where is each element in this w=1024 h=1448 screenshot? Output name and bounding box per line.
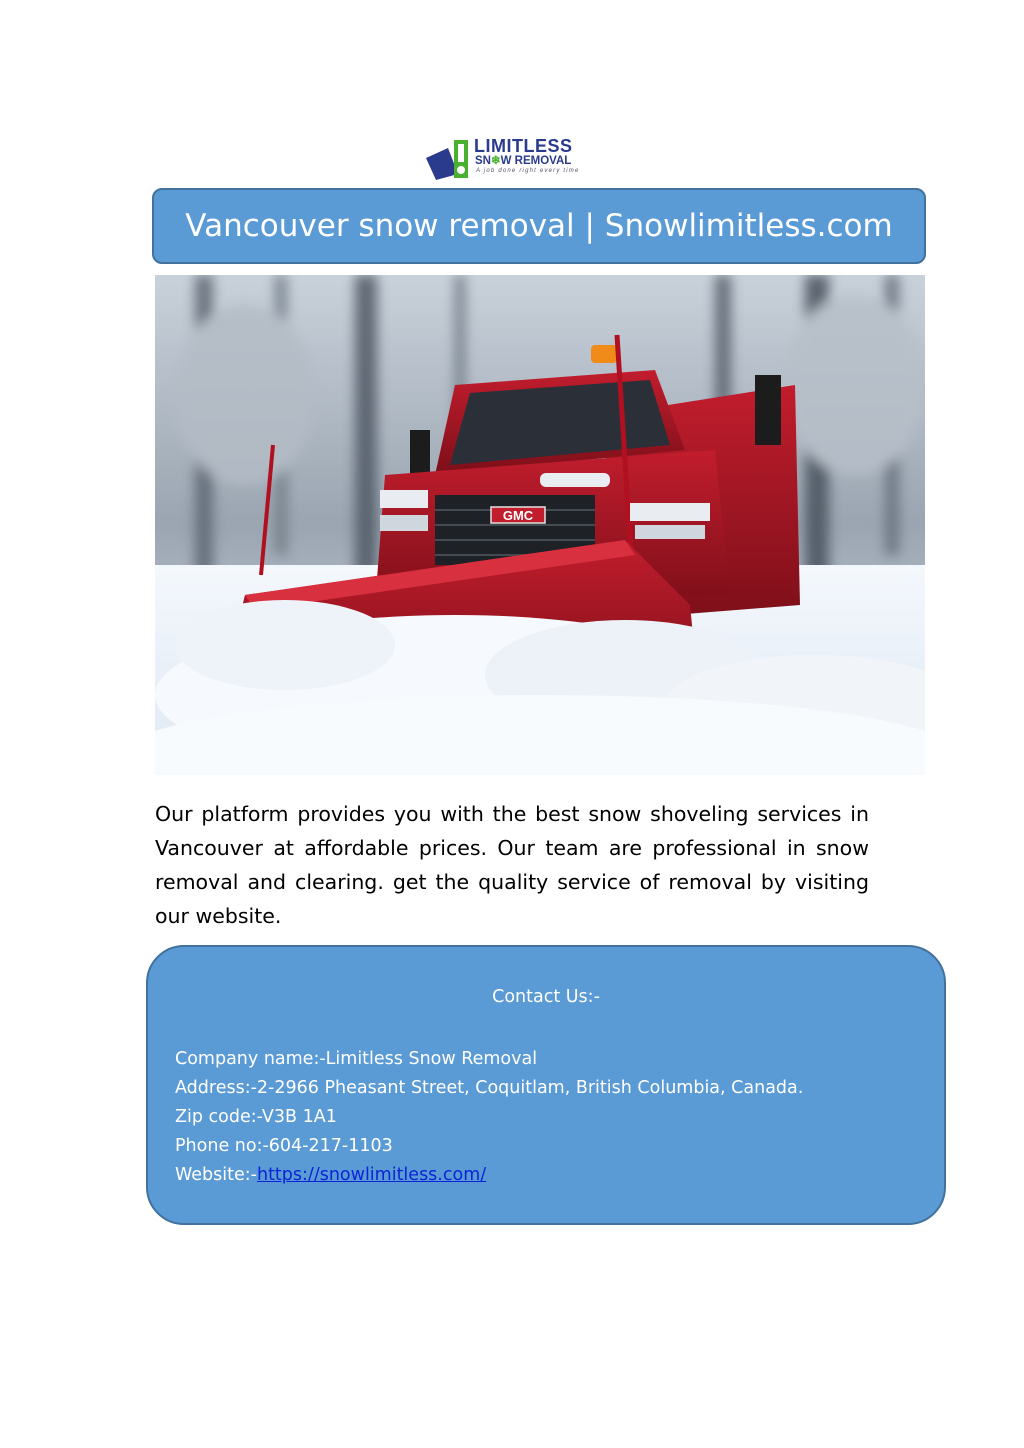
- contact-panel: [146, 945, 946, 1225]
- company-logo[interactable]: [424, 134, 604, 184]
- logo-subtitle: [475, 155, 571, 167]
- website-row: [175, 1161, 803, 1190]
- snowflake-icon: ❄: [490, 155, 501, 167]
- website-label: Website:-: [175, 1165, 257, 1185]
- logo-sub-prefix: SN: [475, 155, 491, 167]
- zip-code: Zip code:-V3B 1A1: [175, 1107, 337, 1127]
- title-banner: [152, 188, 926, 264]
- company-name: Company name:-Limitless Snow Removal: [175, 1049, 538, 1069]
- gmc-badge-text: GMC: [502, 508, 534, 523]
- contact-heading: Contact Us:-: [492, 987, 600, 1007]
- address: Address:-2-2966 Pheasant Street, Coquitlam, British Columbia, Canada.: [175, 1078, 804, 1098]
- logo-tagline: A job done right every time: [476, 168, 580, 174]
- snow-plow-photo: [155, 275, 925, 775]
- intro-paragraph: Our platform provides you with the best snow shoveling services in Vancouver at affordable prices. Our team are professional in snow removal and clearing. get the quality service of removal by visiting our website.: [155, 802, 869, 928]
- logo-wordmark: LIMITLESS: [474, 136, 573, 156]
- phone-number: Phone no:-604-217-1103: [175, 1136, 393, 1156]
- page-title: Vancouver snow removal | Snowlimitless.com: [185, 208, 893, 244]
- website-link[interactable]: https://snowlimitless.com/: [256, 1165, 487, 1185]
- snow-plow-truck-illustration: [155, 275, 925, 775]
- contact-details: [175, 1045, 803, 1190]
- logo-sub-suffix: W REMOVAL: [500, 155, 572, 167]
